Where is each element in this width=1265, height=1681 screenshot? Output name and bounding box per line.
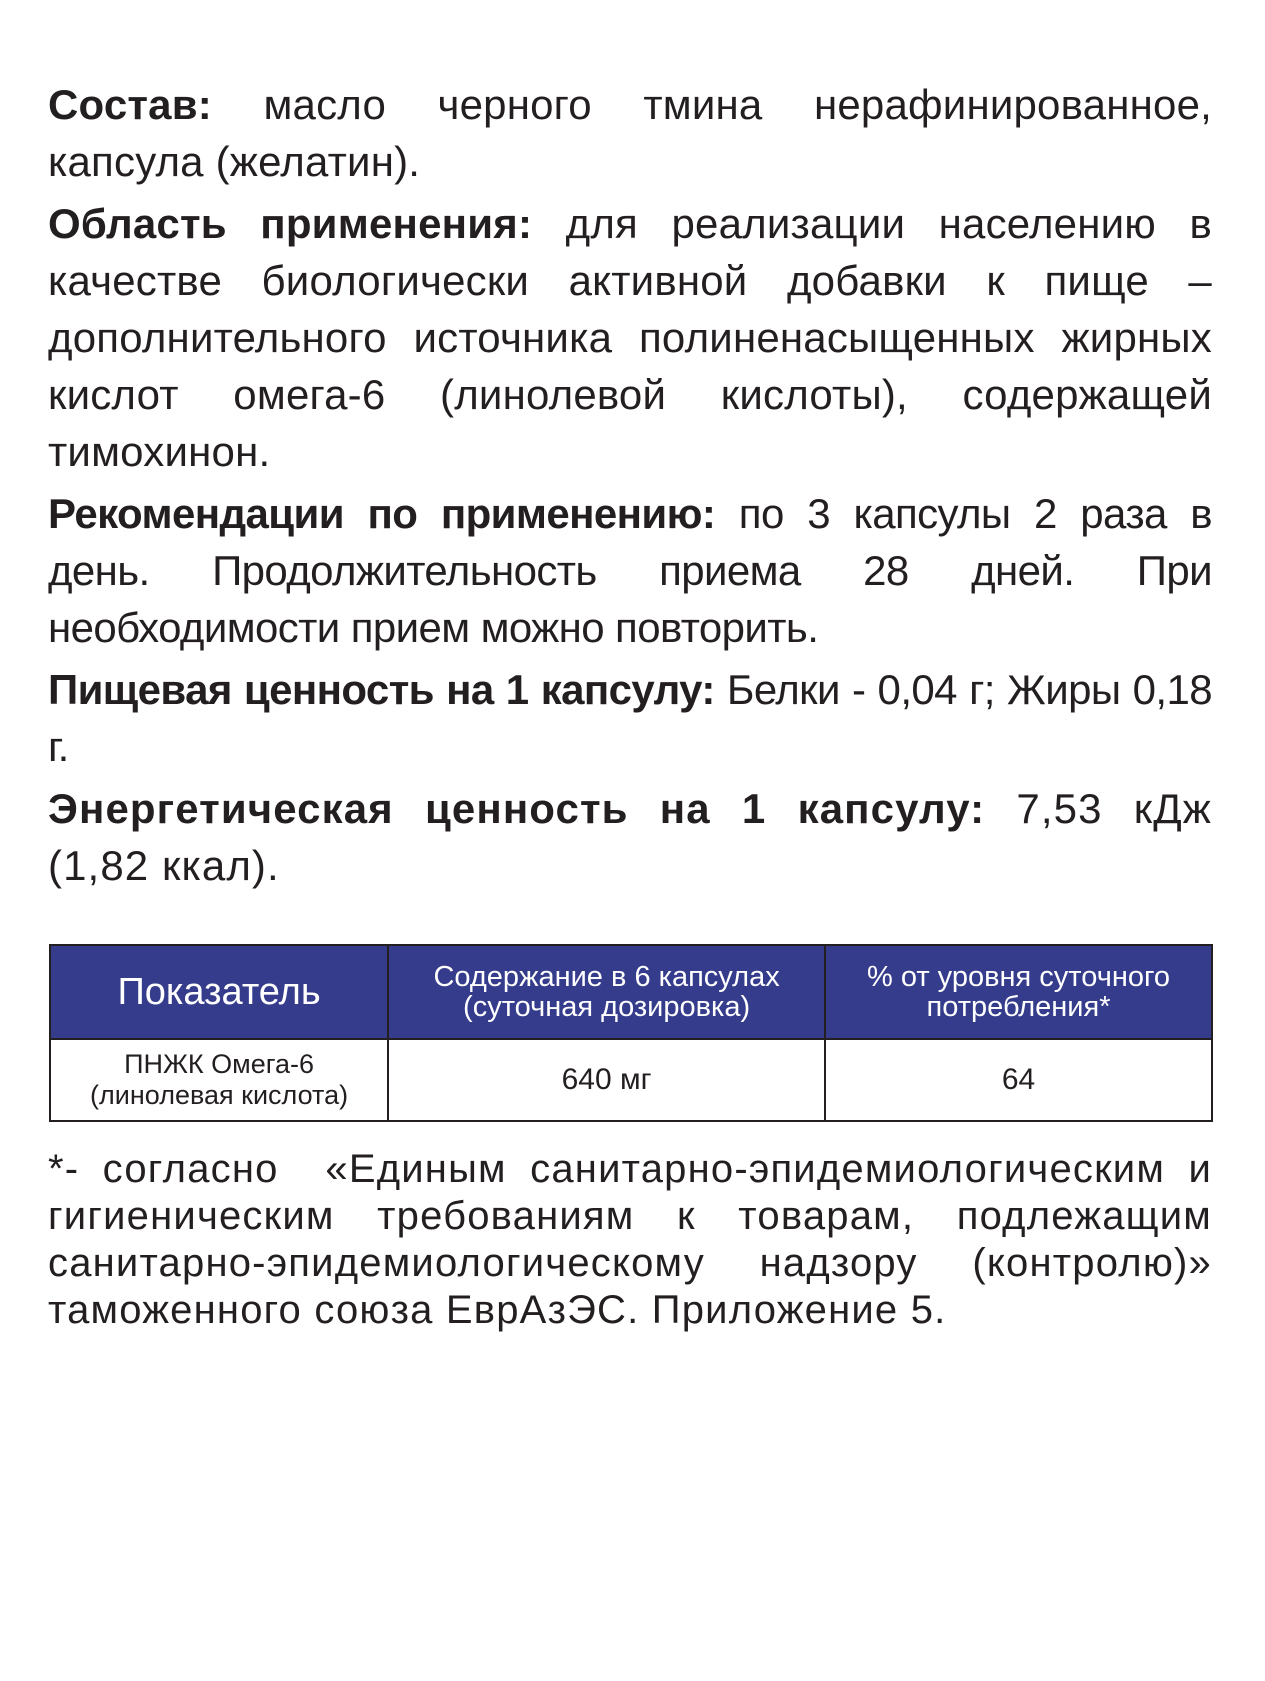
table-header-indicator: Показатель (50, 945, 388, 1039)
footnote: *- согласно «Единым санитарно-эпидемиологическим и гигиеническим требованиям к товарам, подлежащим санитарно-эпидемиологическому надзору (контролю)» таможенного союза ЕврАзЭС. Приложение 5. (48, 1147, 1225, 1332)
table-header-daily-percent: % от уровня суточного потребления* (825, 945, 1212, 1039)
nutrition-value-paragraph (48, 661, 1212, 775)
nutrition-value-text: Белки - 0,04 г; Жиры 0,18 г. (48, 666, 1212, 770)
table-cell-content: 640 мг (388, 1039, 825, 1121)
nutrition-value-label: Пищевая ценность на 1 капсулу: (48, 666, 715, 713)
recommendations-label: Рекомендации по применению: (48, 490, 716, 537)
recommendations-text: по 3 капсулы 2 раза в день. Продолжительность приема 28 дней. При необходимости прием можно повторить. (48, 490, 1212, 651)
table-cell-indicator: ПНЖК Омега-6 (линолевая кислота) (50, 1039, 388, 1121)
nutrition-table-wrapper (49, 944, 1213, 1122)
composition-text: масло черного тмина нерафинированное, капсула (желатин). (48, 81, 1212, 185)
energy-value-label: Энергетическая ценность на 1 капсулу: (48, 785, 986, 832)
energy-value-paragraph (48, 780, 1212, 894)
table-header-row (50, 945, 1212, 1039)
energy-value-text: 7,53 кДж (1,82 ккал). (48, 785, 1212, 889)
composition-paragraph (48, 76, 1212, 190)
table-row (50, 1039, 1212, 1121)
product-info (48, 76, 1212, 899)
usage-area-paragraph (48, 195, 1212, 480)
table-cell-daily-percent: 64 (825, 1039, 1212, 1121)
recommendations-paragraph (48, 485, 1212, 656)
composition-label: Состав: (48, 81, 212, 128)
usage-area-text: для реализации населению в качестве биологически активной добавки к пище – дополнительного источника полиненасыщенных жирных кислот омега-6 (линолевой кислоты), содержащей тимохинон. (48, 200, 1212, 475)
table-header-content: Содержание в 6 капсулах (суточная дозировка) (388, 945, 825, 1039)
nutrition-table (49, 944, 1213, 1122)
usage-area-label: Область применения: (48, 200, 533, 247)
